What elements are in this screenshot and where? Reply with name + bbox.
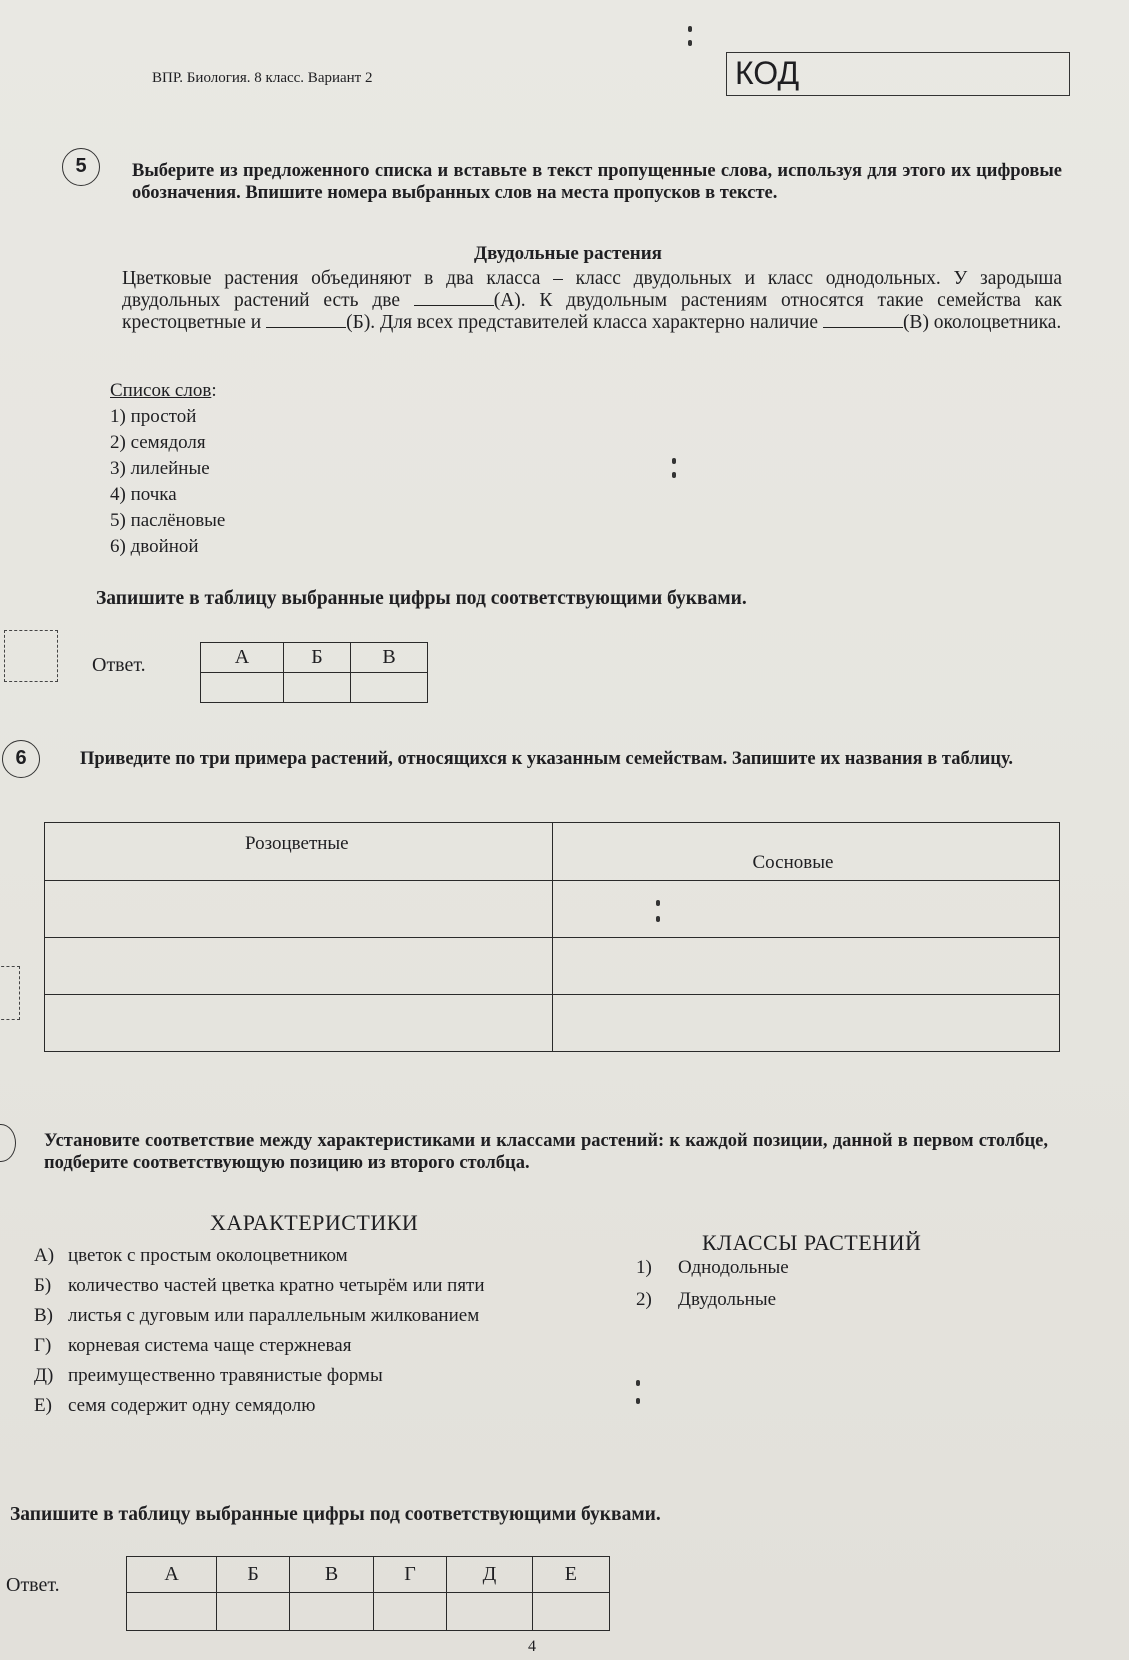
characteristic-item: Г) корневая система чаще стержневая [34, 1335, 352, 1356]
text-line-1: Цветковые растения объединяют в два класса – класс двудольных и класс однодольных. У зародыша двудольных растений есть две [122, 268, 1062, 311]
paper-speck [688, 40, 692, 46]
answer-cell[interactable] [201, 673, 284, 703]
task-6-instruction: Приведите по три примера растений, относящихся к указанным семействам. Запишите их названия в таблицу. [80, 749, 1013, 769]
task-5-table-instruction: Запишите в таблицу выбранные цифры под соответствующими буквами. [96, 588, 747, 609]
blank-a[interactable] [414, 291, 494, 306]
answer-col-b: Б [283, 643, 350, 673]
text-after-c: (В) околоцветника. [902, 312, 1062, 333]
paper-speck [656, 900, 660, 906]
classes-title: КЛАССЫ РАСТЕНИЙ [702, 1230, 922, 1255]
paper-speck [636, 1398, 640, 1404]
word-list-title: Список слов [110, 380, 212, 401]
family-cell[interactable] [552, 995, 1060, 1052]
family-header-pinaceae: Сосновые [552, 823, 1060, 881]
paper-speck [688, 26, 692, 32]
family-cell[interactable] [45, 881, 553, 938]
characteristic-item: Д) преимущественно травянистые формы [34, 1365, 383, 1386]
blank-c[interactable] [823, 313, 903, 328]
blank-b[interactable] [266, 313, 346, 328]
answer-col-b: Б [217, 1557, 290, 1593]
word-item: 4) почка [110, 484, 177, 505]
characteristic-item: В) листья с дуговым или параллельным жилкованием [34, 1305, 480, 1326]
paper-speck [672, 458, 676, 464]
paper-speck [672, 472, 676, 478]
answer-col-a: А [201, 643, 284, 673]
word-item: 6) двойной [110, 536, 199, 557]
answer-col-a: А [127, 1557, 217, 1593]
task-5-number: 5 [62, 148, 100, 186]
task-7-table-instruction: Запишите в таблицу выбранные цифры под соответствующими буквами. [10, 1504, 661, 1525]
answer-cell[interactable] [350, 673, 427, 703]
characteristics-title: ХАРАКТЕРИСТИКИ [210, 1210, 419, 1235]
family-header-rosaceae: Розоцветные [45, 823, 553, 881]
task-7-number [0, 1124, 16, 1162]
code-box[interactable]: КОД [726, 52, 1070, 96]
characteristics-list [34, 1244, 614, 1418]
page-number: 4 [528, 1638, 536, 1655]
family-cell[interactable] [552, 881, 1060, 938]
answer-cell[interactable] [283, 673, 350, 703]
answer-cell[interactable] [217, 1593, 290, 1631]
task-5-answer-label: Ответ. [92, 654, 146, 676]
characteristic-item: А) цветок с простым околоцветником [34, 1245, 348, 1266]
score-box-6[interactable] [0, 966, 20, 1020]
score-box-5[interactable] [4, 630, 58, 682]
task-5-instruction: Выберите из предложенного списка и вставьте в текст пропущенные слова, используя для этого их цифровые обозначения. Впишите номера выбранных слов на места пропусков в тексте. [132, 161, 1062, 203]
task-6-table [44, 822, 1060, 1052]
paper-speck [656, 916, 660, 922]
classes-list [636, 1256, 789, 1312]
family-cell[interactable] [552, 938, 1060, 995]
answer-col-e: Е [532, 1557, 609, 1593]
class-item: 1) Однодольные [636, 1257, 789, 1278]
answer-cell[interactable] [127, 1593, 217, 1631]
task-5-answer-table [200, 642, 428, 703]
word-item: 5) паслёновые [110, 510, 226, 531]
word-item: 1) простой [110, 406, 197, 427]
answer-col-c: В [350, 643, 427, 673]
family-cell[interactable] [45, 995, 553, 1052]
answer-col-g: Г [373, 1557, 446, 1593]
word-item: 3) лилейные [110, 458, 210, 479]
task-7-answer-label: Ответ. [6, 1574, 60, 1596]
paper-speck [636, 1380, 640, 1386]
characteristic-item: Б) количество частей цветка кратно четырём или пяти [34, 1275, 485, 1296]
answer-cell[interactable] [290, 1593, 374, 1631]
answer-col-d: Д [447, 1557, 533, 1593]
answer-cell[interactable] [532, 1593, 609, 1631]
task-5-text [122, 268, 1062, 334]
word-list: Список слов: 1) простой 2) семядоля 3) лилейные 4) почка 5) паслёновые 6) двойной [110, 378, 225, 560]
word-item: 2) семядоля [110, 432, 206, 453]
text-after-a: (А). К двудольным растениям относятся такие семейства как крестоцветные и [122, 290, 1062, 333]
header-title: ВПР. Биология. 8 класс. Вариант 2 [152, 70, 373, 86]
text-after-b: (Б). Для всех представителей класса характерно наличие [346, 312, 819, 333]
answer-cell[interactable] [373, 1593, 446, 1631]
task-7-instruction: Установите соответствие между характеристиками и классами растений: к каждой позиции, данной в первом столбце, подберите соответствующую позицию из второго столбца. [44, 1131, 1048, 1173]
family-cell[interactable] [45, 938, 553, 995]
text-title: Двудольные растения [474, 243, 662, 264]
answer-col-v: В [290, 1557, 374, 1593]
class-item: 2) Двудольные [636, 1289, 777, 1310]
characteristic-item: Е) семя содержит одну семядолю [34, 1395, 316, 1416]
task-7-answer-table [126, 1556, 610, 1631]
answer-cell[interactable] [447, 1593, 533, 1631]
task-6-number: 6 [2, 740, 40, 778]
